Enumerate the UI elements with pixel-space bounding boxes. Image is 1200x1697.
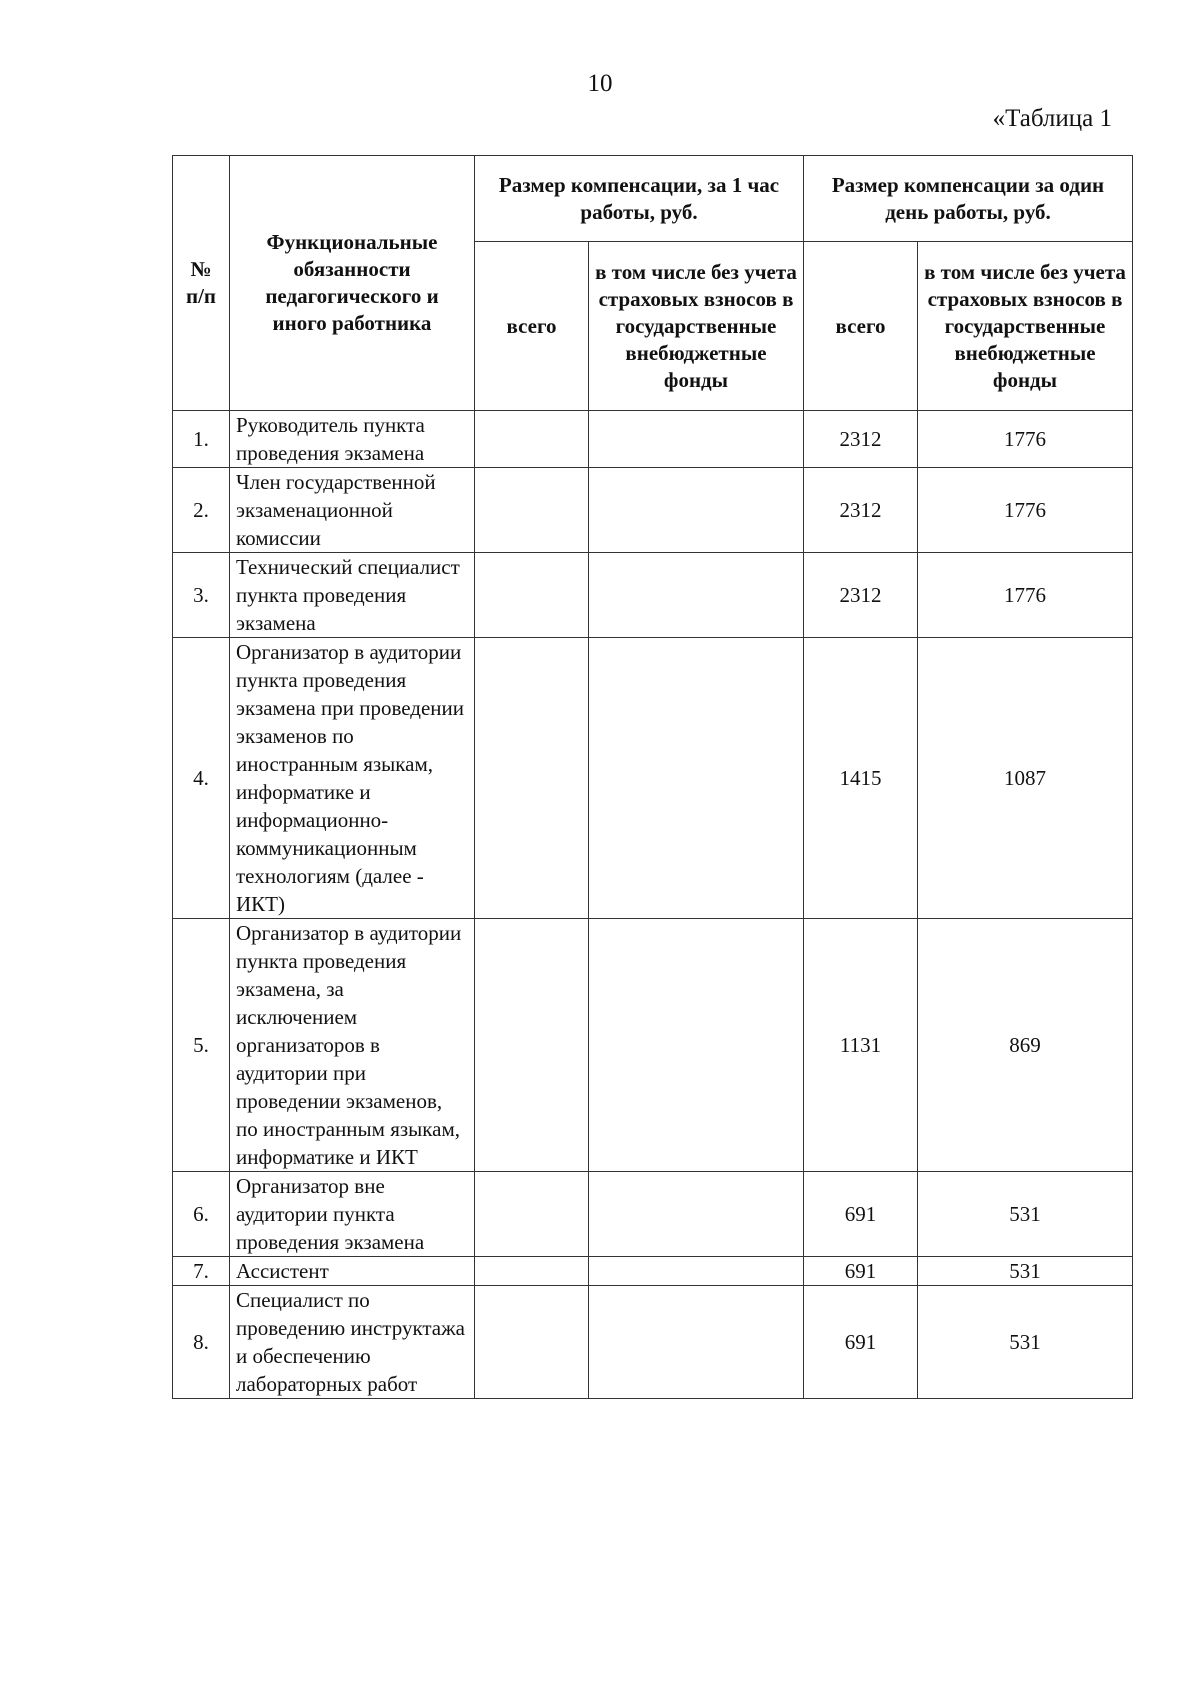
row-day-excl: 531	[918, 1172, 1133, 1257]
header-hour-group: Размер компенсации, за 1 час работы, руб.	[475, 156, 804, 242]
row-day-excl: 1776	[918, 553, 1133, 638]
page-number: 10	[587, 70, 613, 97]
table-row	[173, 553, 1133, 638]
header-role: Функциональные обязанности педагогического и иного работника	[230, 156, 475, 411]
header-hour-total: всего	[475, 242, 589, 411]
row-hour-total	[475, 1257, 589, 1286]
row-number: 3.	[173, 553, 230, 638]
row-role: Руководитель пункта проведения экзамена	[230, 411, 475, 468]
table-row	[173, 638, 1133, 919]
row-day-excl: 1776	[918, 411, 1133, 468]
row-hour-total	[475, 1172, 589, 1257]
table-caption: «Таблица 1	[992, 105, 1112, 132]
row-hour-total	[475, 919, 589, 1172]
row-day-excl: 531	[918, 1257, 1133, 1286]
table-row	[173, 1257, 1133, 1286]
row-day-total: 691	[804, 1172, 918, 1257]
header-day-excl: в том числе без учета страховых взносов в государственные внебюджетные фонды	[918, 242, 1133, 411]
header-day-total: всего	[804, 242, 918, 411]
row-day-excl: 531	[918, 1286, 1133, 1399]
row-number: 7.	[173, 1257, 230, 1286]
row-role: Организатор в аудитории пункта проведения экзамена при проведении экзаменов по иностранным языкам, информатике и информационно-коммуникационным технологиям (далее - ИКТ)	[230, 638, 475, 919]
row-number: 6.	[173, 1172, 230, 1257]
row-hour-total	[475, 638, 589, 919]
row-hour-excl	[589, 468, 804, 553]
row-hour-excl	[589, 638, 804, 919]
row-role: Ассистент	[230, 1257, 475, 1286]
row-hour-total	[475, 1286, 589, 1399]
row-hour-excl	[589, 1257, 804, 1286]
row-number: 5.	[173, 919, 230, 1172]
row-number: 8.	[173, 1286, 230, 1399]
row-day-total: 691	[804, 1286, 918, 1399]
header-row-top	[173, 156, 1133, 242]
row-hour-total	[475, 553, 589, 638]
table-row	[173, 468, 1133, 553]
row-day-total: 2312	[804, 553, 918, 638]
row-hour-excl	[589, 1286, 804, 1399]
row-number: 4.	[173, 638, 230, 919]
table-row	[173, 1172, 1133, 1257]
row-day-excl: 1776	[918, 468, 1133, 553]
row-hour-excl	[589, 411, 804, 468]
row-day-excl: 869	[918, 919, 1133, 1172]
row-hour-total	[475, 468, 589, 553]
table-row	[173, 411, 1133, 468]
row-day-total: 1131	[804, 919, 918, 1172]
row-hour-total	[475, 411, 589, 468]
row-day-total: 2312	[804, 411, 918, 468]
row-role: Технический специалист пункта проведения экзамена	[230, 553, 475, 638]
row-role: Организатор в аудитории пункта проведения экзамена, за исключением организаторов в аудитории при проведении экзаменов, по иностранным языкам, информатике и ИКТ	[230, 919, 475, 1172]
header-hour-excl: в том числе без учета страховых взносов в государственные внебюджетные фонды	[589, 242, 804, 411]
header-day-group: Размер компенсации за один день работы, руб.	[804, 156, 1133, 242]
row-number: 1.	[173, 411, 230, 468]
row-hour-excl	[589, 919, 804, 1172]
row-day-total: 2312	[804, 468, 918, 553]
row-hour-excl	[589, 1172, 804, 1257]
compensation-table	[172, 155, 1133, 1399]
row-day-excl: 1087	[918, 638, 1133, 919]
row-number: 2.	[173, 468, 230, 553]
row-day-total: 1415	[804, 638, 918, 919]
row-role: Член государственной экзаменационной комиссии	[230, 468, 475, 553]
row-role: Организатор вне аудитории пункта проведения экзамена	[230, 1172, 475, 1257]
table-row	[173, 1286, 1133, 1399]
table-row	[173, 919, 1133, 1172]
row-hour-excl	[589, 553, 804, 638]
row-day-total: 691	[804, 1257, 918, 1286]
row-role: Специалист по проведению инструктажа и обеспечению лабораторных работ	[230, 1286, 475, 1399]
header-num: № п/п	[173, 156, 230, 411]
